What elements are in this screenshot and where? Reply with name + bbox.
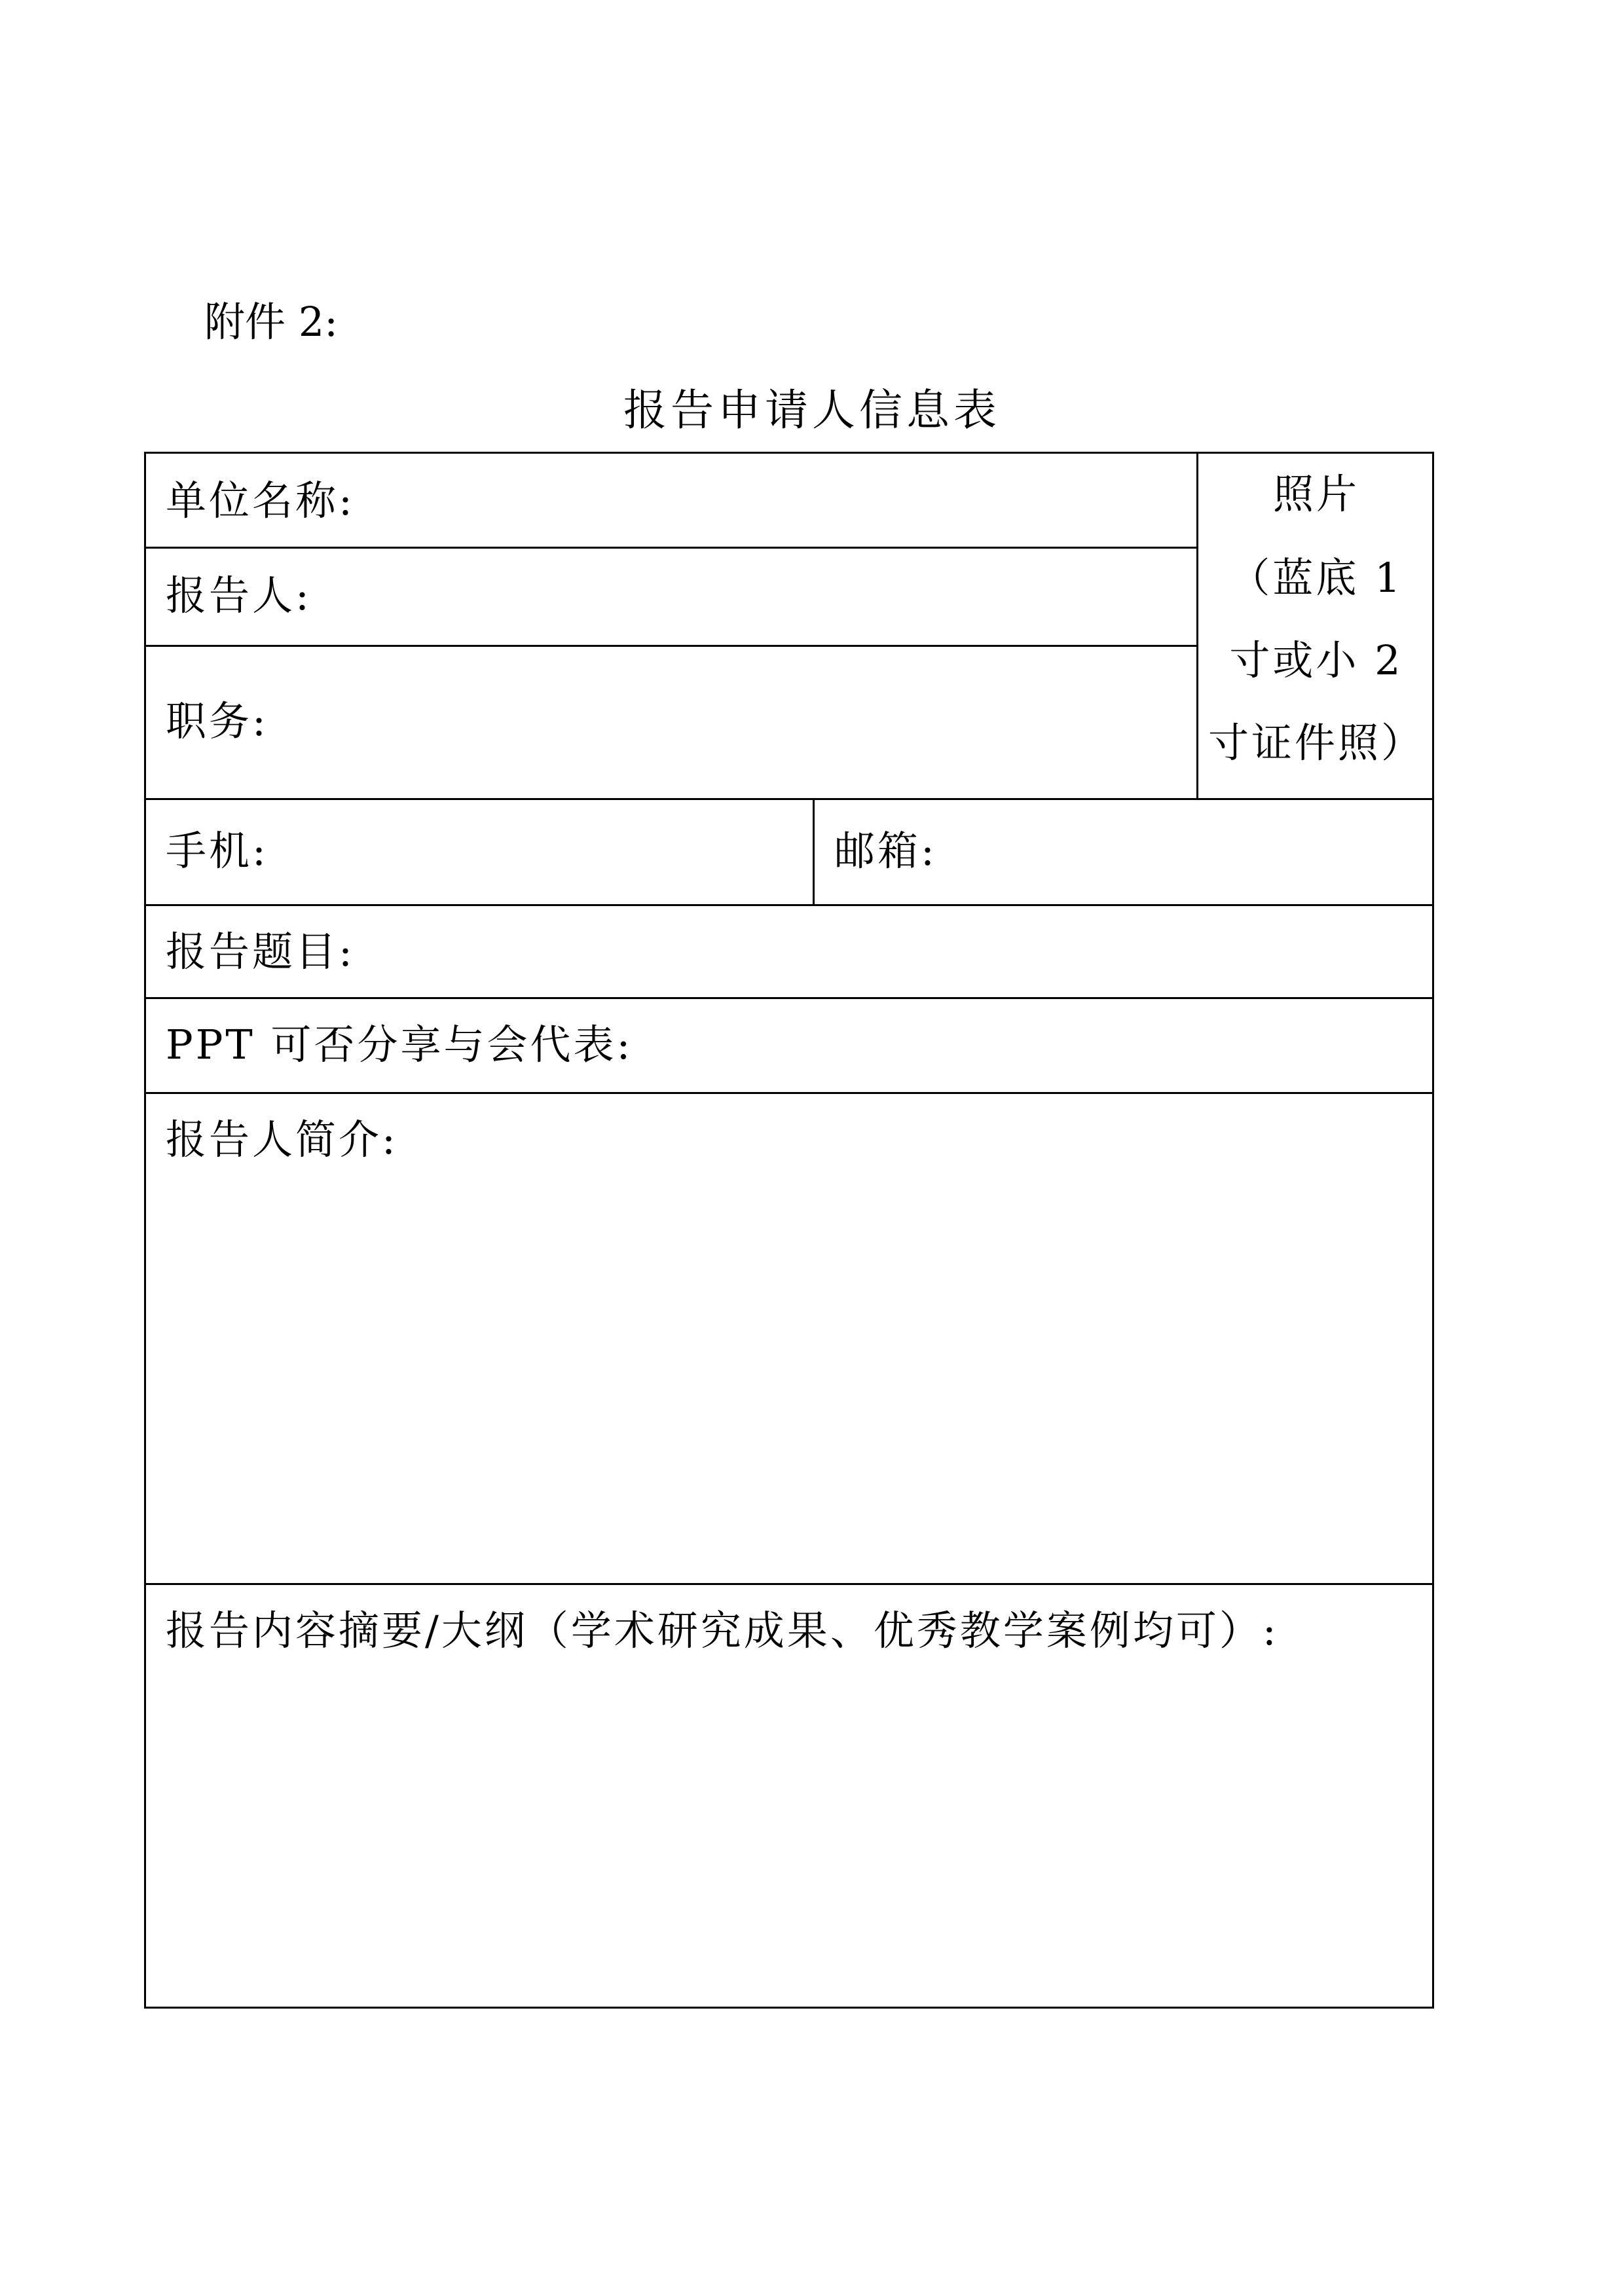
info-form-table xyxy=(144,452,1434,2009)
ppt-share-cell[interactable] xyxy=(146,999,1434,1092)
ppt-share-label: PPT 可否分享与会代表: xyxy=(166,1021,633,1068)
report-abstract-label: 报告内容摘要/大纲（学术研究成果、优秀教学案例均可）: xyxy=(166,1607,1279,1654)
attachment-label: 附件 2: xyxy=(204,298,339,346)
reporter-bio-cell[interactable] xyxy=(146,1094,1434,1583)
report-abstract-cell[interactable] xyxy=(146,1585,1434,2009)
form-title: 报告申请人信息表 xyxy=(623,385,1001,435)
photo-caption-line: 寸证件照） xyxy=(1208,719,1424,767)
mobile-cell[interactable] xyxy=(146,800,813,904)
report-title-cell[interactable] xyxy=(146,906,1434,997)
position-cell[interactable] xyxy=(146,647,1196,798)
position-label: 职务: xyxy=(166,697,268,745)
reporter-cell[interactable] xyxy=(146,549,1196,645)
reporter-label: 报告人: xyxy=(166,572,312,619)
photo-cell[interactable] xyxy=(1198,454,1434,798)
mobile-label: 手机: xyxy=(166,827,268,875)
unit-name-cell[interactable] xyxy=(146,454,1196,547)
photo-caption-line: （蓝底 1 xyxy=(1229,554,1403,602)
photo-caption-line: 寸或小 2 xyxy=(1229,636,1403,684)
photo-caption-line: 照片 xyxy=(1272,470,1359,518)
reporter-bio-label: 报告人简介: xyxy=(166,1116,398,1163)
email-label: 邮箱: xyxy=(834,827,937,875)
email-cell[interactable] xyxy=(815,800,1434,904)
report-title-label: 报告题目: xyxy=(166,928,355,975)
unit-name-label: 单位名称: xyxy=(166,477,355,524)
